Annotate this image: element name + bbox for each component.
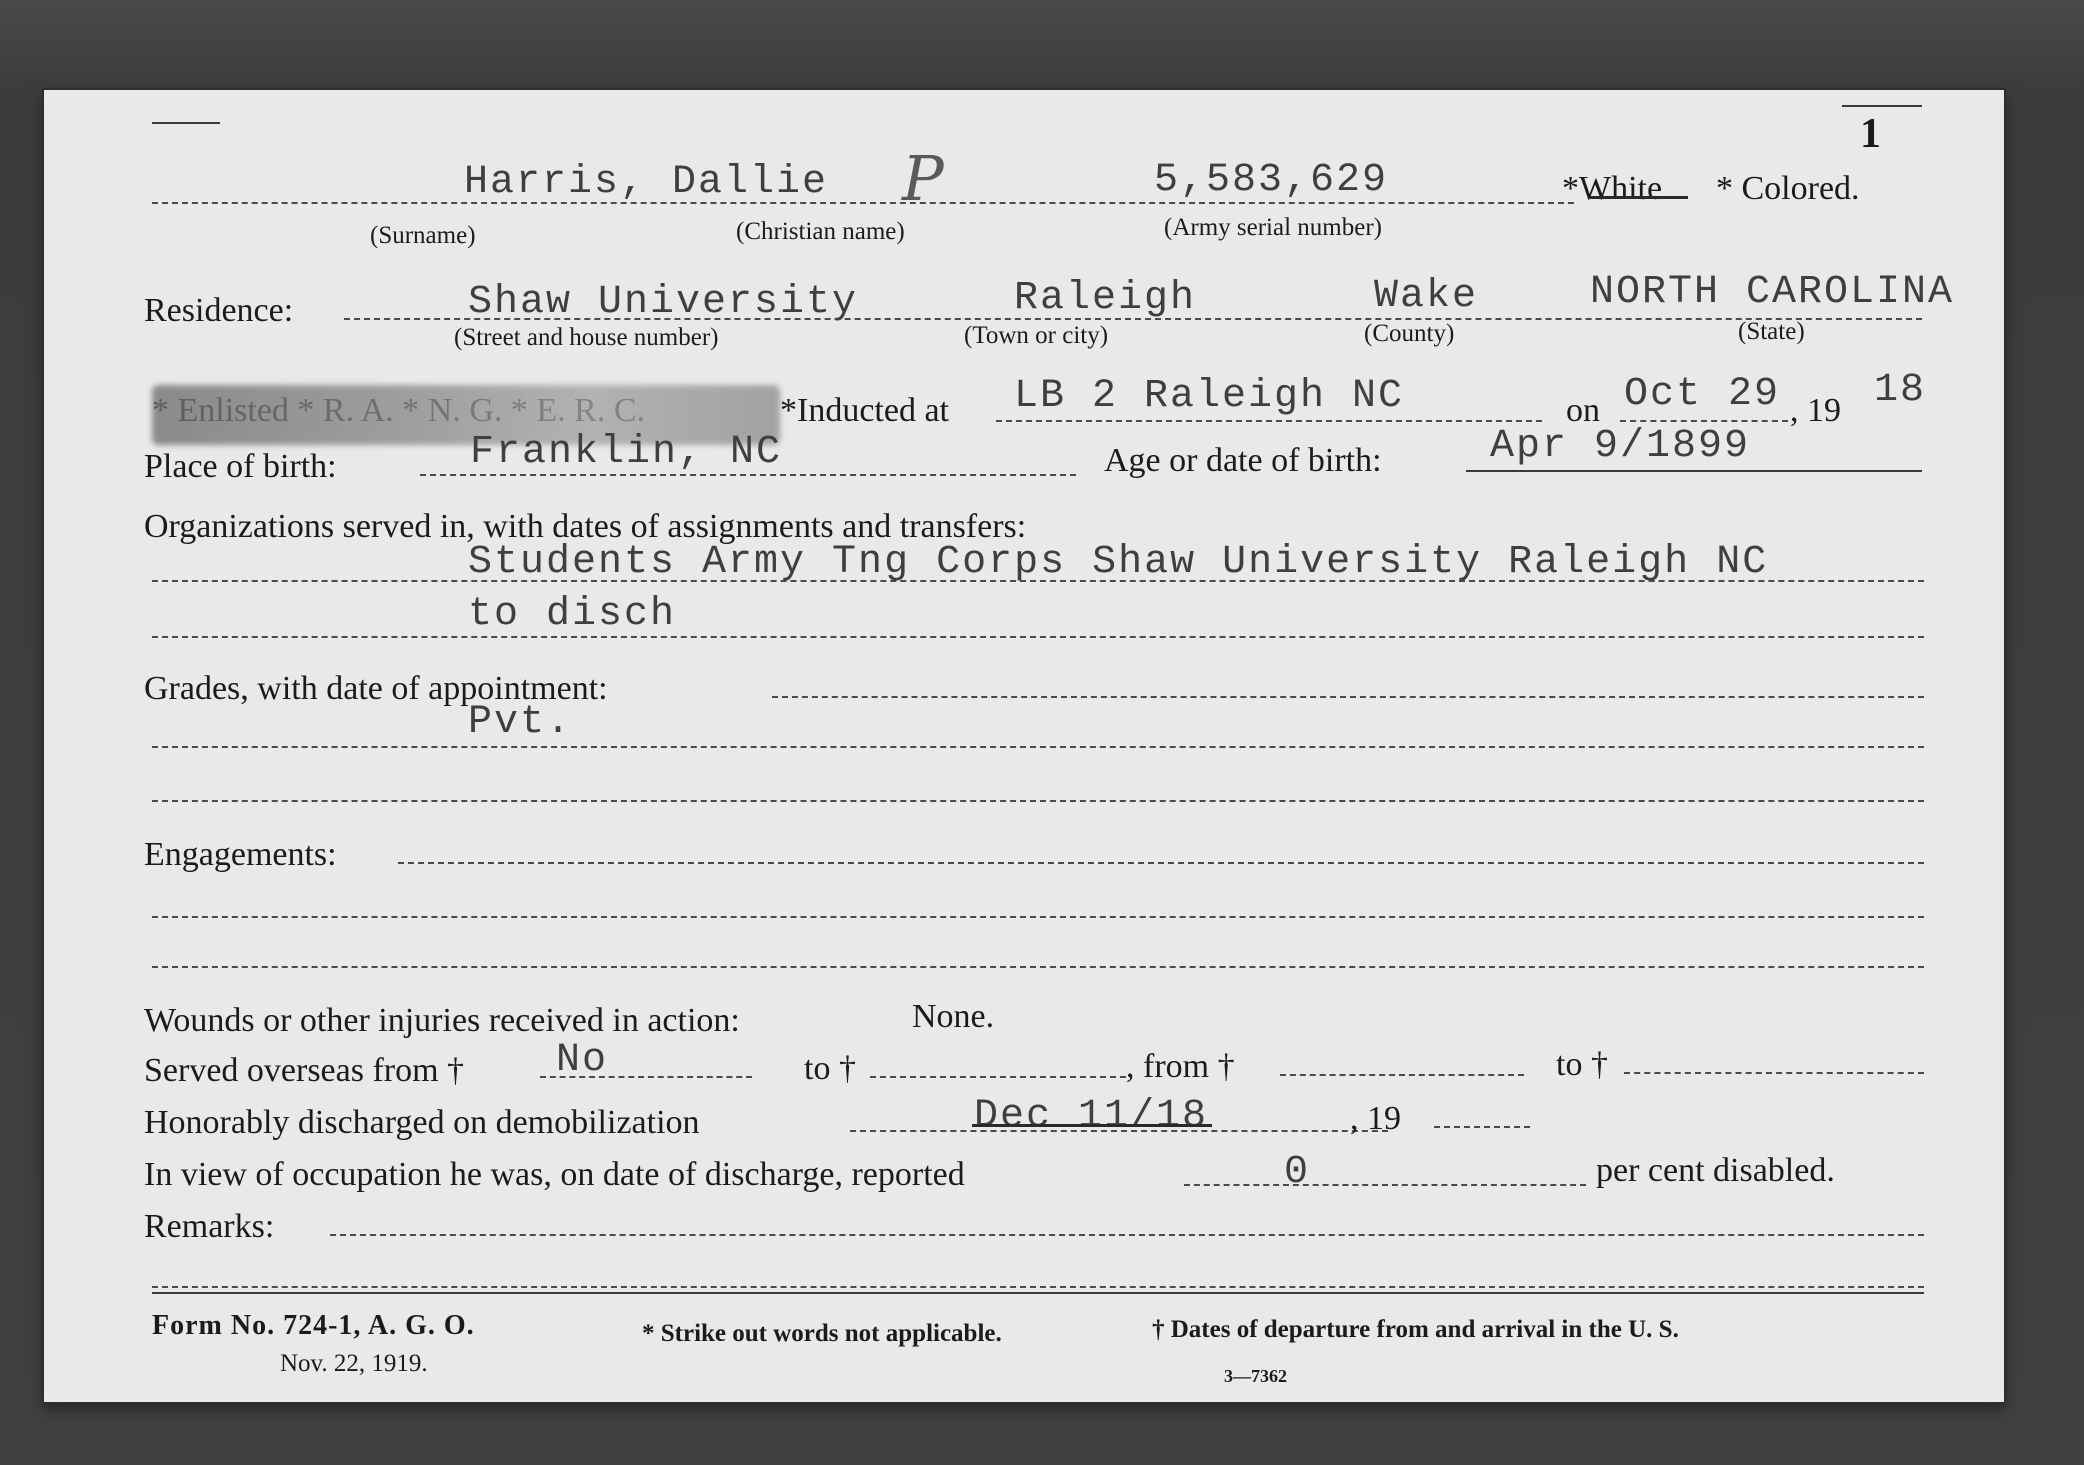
inducted-date: Oct 29: [1624, 372, 1781, 417]
birth-place: Franklin, NC: [470, 430, 783, 475]
race-colored[interactable]: * Colored.: [1716, 170, 1860, 207]
street-caption: (Street and house number): [454, 324, 719, 351]
birth-date: Apr 9/1899: [1490, 424, 1751, 469]
overseas-to2-label: to †: [1556, 1046, 1608, 1083]
inducted-date-line: [1620, 420, 1788, 422]
overseas-label: Served overseas from †: [144, 1052, 465, 1089]
remarks-bottom-rule: [152, 1292, 1924, 1294]
year-suffix: 18: [1874, 368, 1927, 413]
top-left-rule: [152, 122, 220, 124]
discharge-year-label: , 19: [1350, 1100, 1401, 1137]
inducted-label: *Inducted at: [780, 392, 949, 429]
strike-note: * Strike out words not applicable.: [642, 1320, 1002, 1347]
disability-label: In view of occupation he was, on date of discharge, reported: [144, 1156, 965, 1193]
residence-label: Residence:: [144, 292, 294, 329]
serial-value: 5,583,629: [1154, 158, 1389, 203]
on-label: on: [1566, 392, 1600, 429]
grades-label: Grades, with date of appointment:: [144, 670, 608, 707]
grades-value: Pvt.: [468, 700, 573, 745]
disability-value: 0: [1284, 1150, 1311, 1195]
inducted-line: [996, 420, 1542, 422]
inducted-place: LB 2 Raleigh NC: [1014, 374, 1405, 419]
name-initial: P: [902, 142, 944, 215]
wounds-label: Wounds or other injuries received in action:: [144, 1002, 740, 1039]
disability-line: [1184, 1184, 1586, 1186]
residence-state: NORTH CAROLINA: [1590, 270, 1955, 315]
overseas-from2-line: [1280, 1074, 1524, 1076]
top-right-rule: [1842, 105, 1922, 107]
county-caption: (County): [1364, 320, 1455, 347]
grades-line-3: [152, 800, 1924, 802]
overseas-from-value: No: [556, 1038, 609, 1083]
residence-town: Raleigh: [1014, 276, 1197, 321]
card-number: 1: [1860, 111, 1881, 157]
overseas-to2-line: [1624, 1072, 1924, 1074]
form-number: Form No. 724-1, A. G. O.: [152, 1310, 475, 1341]
remarks-label: Remarks:: [144, 1208, 275, 1245]
remarks-line-1: [330, 1234, 1924, 1236]
organizations-value-1: Students Army Tng Corps Shaw University Raleigh NC: [468, 540, 1769, 585]
wounds-value: None.: [912, 998, 995, 1035]
overseas-to-line: [870, 1076, 1126, 1078]
serial-caption: (Army serial number): [1164, 214, 1382, 241]
discharge-strikeout: [972, 1124, 1212, 1127]
record-card: [44, 90, 2004, 1402]
engagements-label: Engagements:: [144, 836, 337, 873]
grades-line-2: [152, 746, 1924, 748]
birth-date-label: Age or date of birth:: [1104, 442, 1382, 479]
disability-suffix: per cent disabled.: [1596, 1152, 1835, 1189]
residence-county: Wake: [1374, 274, 1479, 319]
organizations-label: Organizations served in, with dates of assignments and transfers:: [144, 508, 1027, 545]
birth-date-line: [1466, 470, 1922, 472]
engagements-line-1: [398, 862, 1924, 864]
residence-street: Shaw University: [468, 280, 859, 325]
organizations-value-2: to disch: [468, 592, 677, 637]
dates-note: † Dates of departure from and arrival in the U. S.: [1152, 1316, 1679, 1343]
remarks-line-2: [152, 1286, 1924, 1288]
grades-line-1: [772, 696, 1924, 698]
form-date: Nov. 22, 1919.: [280, 1350, 428, 1377]
year-prefix: , 19: [1790, 392, 1841, 429]
print-code: 3—7362: [1224, 1366, 1287, 1386]
surname-caption: (Surname): [370, 222, 476, 249]
overseas-to-label: to †: [804, 1050, 856, 1087]
overseas-from2-label: , from †: [1126, 1048, 1235, 1085]
discharge-year-line: [1434, 1126, 1530, 1128]
race-white-strikeout: [1590, 196, 1688, 199]
town-caption: (Town or city): [964, 322, 1109, 349]
discharge-label: Honorably discharged on demobilization: [144, 1104, 700, 1141]
organizations-line-2: [152, 636, 1924, 638]
engagements-line-3: [152, 966, 1924, 968]
engagements-line-2: [152, 916, 1924, 918]
discharge-value: Dec 11/18: [974, 1094, 1209, 1139]
state-caption: (State): [1738, 318, 1805, 345]
name-value: Harris, Dallie: [464, 160, 829, 205]
birth-place-label: Place of birth:: [144, 448, 337, 485]
christian-caption: (Christian name): [736, 218, 905, 245]
race-white[interactable]: *White: [1562, 170, 1663, 207]
